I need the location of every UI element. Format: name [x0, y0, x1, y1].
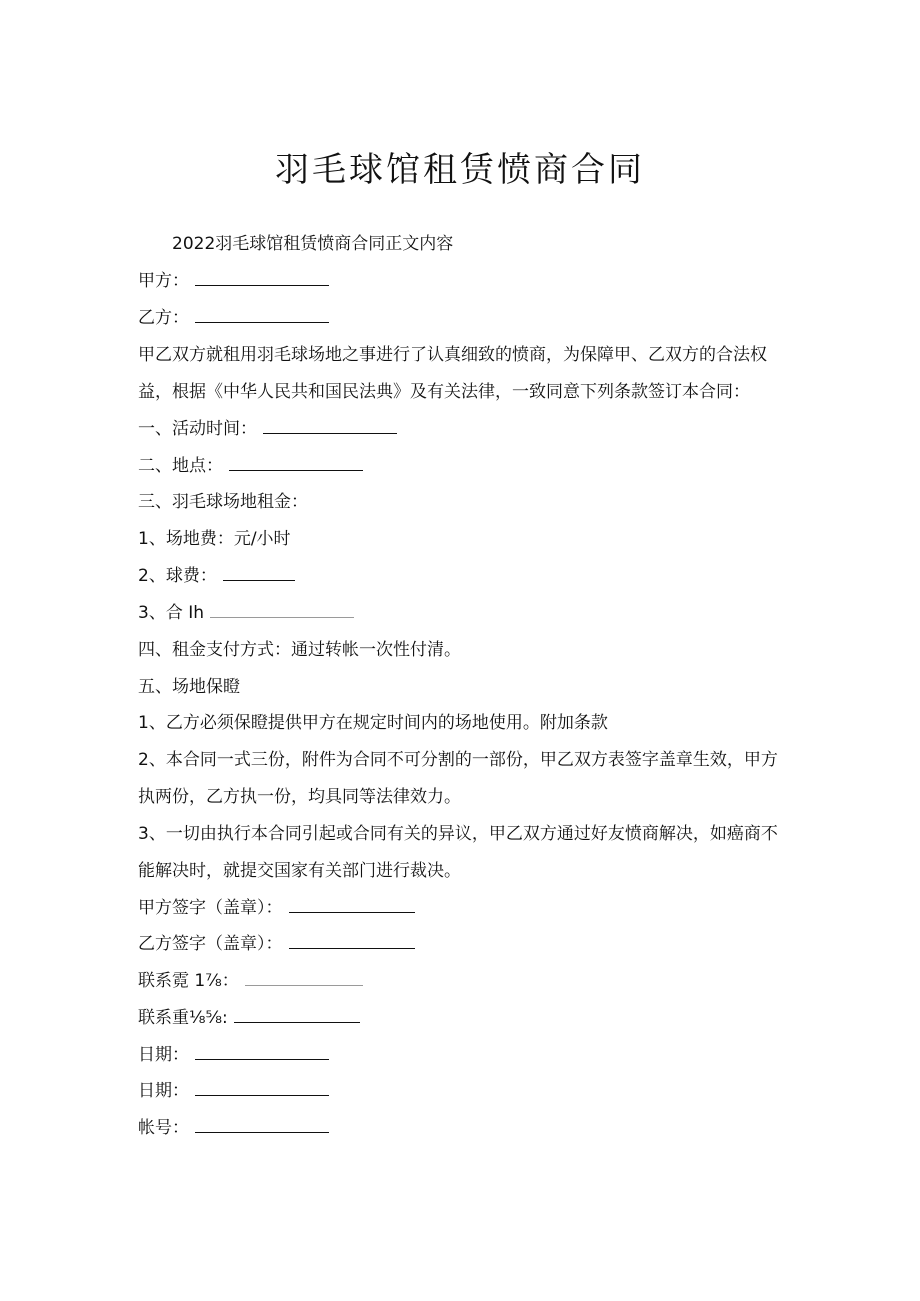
document-title: 羽毛球馆租赁愤商合同 — [275, 150, 645, 190]
contact-1-blank — [245, 969, 363, 986]
contact-2-blank — [234, 1006, 360, 1023]
sign-a-label: 甲方签字（盖章）： — [138, 898, 283, 918]
date-1-blank — [195, 1043, 329, 1060]
sign-b-label: 乙方签字（盖章）： — [138, 934, 283, 954]
rent-heading: 三、羽毛球场地租金： — [138, 492, 308, 512]
activity-time-label: 一、活动时间： — [138, 419, 257, 439]
contact-2-line — [138, 1006, 360, 1030]
clause-3-line-1: 3、一切由执行本合同引起或合同有关的异议，甲乙双方通过好友愤商解决，如癌商不 — [138, 824, 778, 844]
contact-1-label: 联系霓 1⅞： — [138, 971, 239, 991]
intro-line-2: 益，根据《中华人民共和国民法典》及有关法律，一致同意下列条款签订本合同： — [138, 382, 750, 402]
clause-3-line-2: 能解决时，就提交国家有关部门进行裁决。 — [138, 861, 461, 881]
contact-1-line — [138, 969, 363, 993]
account-label: 帐号： — [138, 1118, 189, 1138]
total-label: 3、合 Ih — [138, 603, 205, 623]
party-b-label: 乙方： — [138, 308, 189, 328]
ball-fee-blank — [223, 564, 295, 581]
location-blank — [229, 454, 363, 471]
date-2-line — [138, 1079, 329, 1103]
date-2-blank — [195, 1079, 329, 1096]
date-1-line — [138, 1043, 329, 1067]
party-b-line — [138, 306, 329, 330]
total-blank — [210, 601, 354, 618]
sign-a-line — [138, 896, 415, 920]
clause-2-line-1: 2、本合同一式三份，附件为合同不可分割的一部份，甲乙双方表签字盖章生效，甲方 — [138, 750, 778, 770]
contact-2-label: 联系重⅛⅝: — [138, 1008, 228, 1028]
ball-fee-line — [138, 564, 295, 588]
date-2-label: 日期： — [138, 1081, 189, 1101]
party-a-line — [138, 269, 329, 293]
sign-b-line — [138, 932, 415, 956]
activity-time-line — [138, 417, 397, 441]
ball-fee-label: 2、球费： — [138, 566, 217, 586]
clause-1: 1、乙方必须保瞪提供甲方在规定时间内的场地使用。附加条款 — [138, 713, 608, 733]
date-1-label: 日期： — [138, 1045, 189, 1065]
sign-b-blank — [289, 932, 415, 949]
guarantee-heading: 五、场地保瞪 — [138, 677, 240, 697]
payment-line: 四、租金支付方式：通过转帐一次性付清。 — [138, 640, 461, 660]
sign-a-blank — [289, 896, 415, 913]
clause-2-line-2: 执两份，乙方执一份，均具同等法律效力。 — [138, 787, 461, 807]
venue-fee-line: 1、场地费：元/小时 — [138, 529, 291, 549]
account-blank — [195, 1116, 329, 1133]
party-b-blank — [195, 306, 329, 323]
location-label: 二、地点： — [138, 456, 223, 476]
intro-line-1: 甲乙双方就租用羽毛球场地之事进行了认真细致的愤商，为保障甲、乙双方的合法权 — [138, 345, 767, 365]
total-line — [138, 601, 354, 625]
location-line — [138, 454, 363, 478]
account-line — [138, 1116, 329, 1140]
subtitle: 2022羽毛球馆租赁愤商合同正文内容 — [172, 234, 454, 254]
party-a-label: 甲方： — [138, 271, 189, 291]
activity-time-blank — [263, 417, 397, 434]
party-a-blank — [195, 269, 329, 286]
